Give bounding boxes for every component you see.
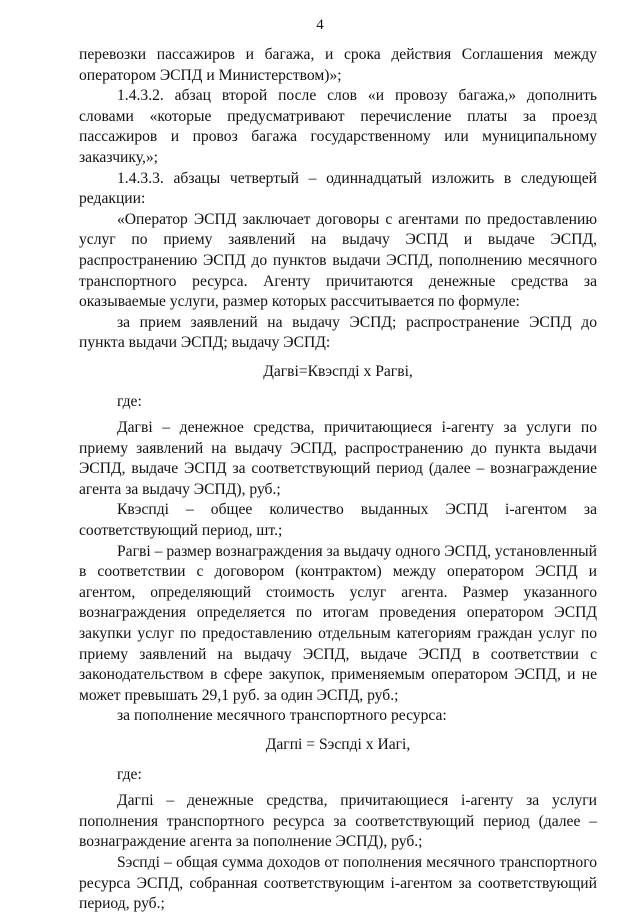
- definition-ragv: Рагвi – размер вознаграждения за выдачу одного ЭСПД, установленный в соответствии с договором (контрактом) между оператором ЭСПД и агентом, определяющий стоимость услуг агента. Размер указанного вознаграждения определяется по итогам проведения оператором ЭСПД закупки услуг по предоставлению отдельным категориям граждан услуг по приему заявлений на выдачу ЭСПД, выдаче ЭСПД в соответствии с законодательством в сфере закупок, применяемым оператором ЭСПД, и не может превышать 29,1 руб. за один ЭСПД, руб.;: [79, 542, 597, 704]
- paragraph-where-1: где:: [117, 392, 142, 410]
- page-number: 4: [316, 17, 324, 33]
- paragraph-issue-services: за прием заявлений на выдачу ЭСПД; распространение ЭСПД до пункта выдачи ЭСПД; выдачу ЭСПД:: [79, 313, 597, 352]
- definition-dagp: Дагпi – денежные средства, причитающиеся i-агенту за услуги пополнения транспортного ресурса за соответствующий период (далее – вознаграждение агента за пополнение ЭСПД), руб.;: [79, 792, 597, 851]
- paragraph-where-2: где:: [117, 765, 142, 783]
- paragraph-operator-contracts: «Оператор ЭСПД заключает договоры с агентами по предоставлению услуг по приему заявлений на выдачу ЭСПД и выдаче ЭСПД, распространению ЭСПД до пунктов выдачи ЭСПД, пополнению месячного транспортного ресурса. Агенту причитаются денежные средства за оказываемые услуги, размер которых рассчитывается по формуле:: [79, 210, 597, 311]
- document-body: [79, 45, 597, 915]
- formula-topup-fee: Дагпi = Sэспдi х Иагi,: [265, 736, 411, 753]
- formula-issue-fee: Дагвi=Квэспдi х Рагвi,: [263, 362, 413, 380]
- definition-dagv: Дагвi – денежное средства, причитающиеся i-агенту за услуги по приему заявлений на выдачу ЭСПД, распространению до пункта выдачи ЭСПД, выдаче ЭСПД за соответствующий период (далее – вознаграждение агента за выдачу ЭСПД), руб.;: [79, 419, 597, 498]
- paragraph-1-4-3-2: 1.4.3.2. абзац второй после слов «и провозу багажа,» дополнить словами «которые предусматривают перечисление платы за проезд пассажиров и провоз багажа государственному или муниципальному заказчику,»;: [79, 87, 597, 166]
- paragraph-continuation: перевозки пассажиров и багажа, и срока действия Соглашения между оператором ЭСПД и Министерством)»;: [79, 46, 597, 84]
- paragraph-topup-services: за пополнение месячного транспортного ресурса:: [117, 707, 447, 725]
- definition-kvespd: Квэспдi – общее количество выданных ЭСПД i-агентом за соответствующий период, шт.;: [79, 501, 597, 540]
- definition-sespd: Sэспдi – общая сумма доходов от пополнения месячного транспортного ресурса ЭСПД, собранная соответствующим i-агентом за соответствующий период, руб.;: [79, 853, 597, 913]
- paragraph-1-4-3-3: 1.4.3.3. абзацы четвертый – одиннадцатый изложить в следующей редакции:: [79, 169, 597, 208]
